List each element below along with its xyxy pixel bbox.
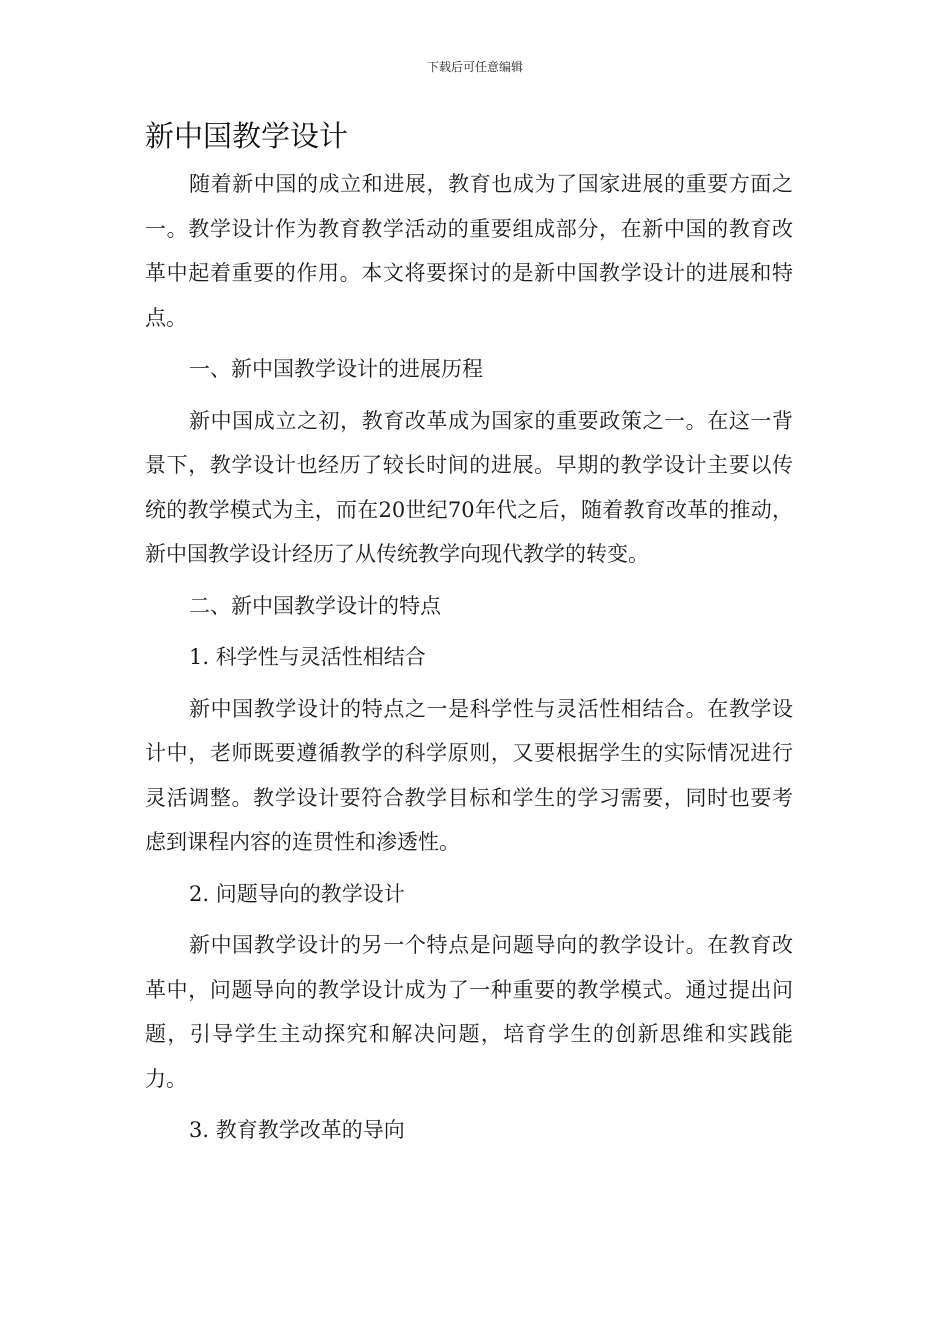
subheading-3: 3. 教育教学改革的导向 (189, 1118, 405, 1142)
section-heading-2: 二、新中国教学设计的特点 (189, 593, 441, 618)
section-heading-1: 一、新中国教学设计的进展历程 (189, 357, 483, 381)
subheading-2: 2. 问题导向的教学设计 (189, 881, 405, 906)
header-note: 下载后可任意编辑 (426, 60, 523, 74)
document-body (145, 162, 793, 1160)
paragraph-intro: 随着新中国的成立和进展，教育也成为了国家进展的重要方面之一。教学设计作为教育教学活动的重要组成部分，在新中国的教育改革中起着重要的作用。本文将要探讨的是新中国教学设计的进展和特点。 (145, 172, 793, 330)
document-title: 新中国教学设计 (145, 119, 349, 153)
paragraph-history: 新中国成立之初，教育改革成为国家的重要政策之一。在这一背景下，教学设计也经历了较长时间的进展。早期的教学设计主要以传统的教学模式为主，而在20世纪70年代之后，随着教育改革的推动，新中国教学设计经历了从传统教学向现代教学的转变。 (145, 408, 793, 566)
subheading-1: 1. 科学性与灵活性相结合 (189, 645, 426, 669)
paragraph-feature-1: 新中国教学设计的特点之一是科学性与灵活性相结合。在教学设计中，老师既要遵循教学的科学原则，又要根据学生的实际情况进行灵活调整。教学设计要符合教学目标和学生的学习需要，同时也要考虑到课程内容的连贯性和渗透性。 (145, 696, 793, 854)
paragraph-feature-2: 新中国教学设计的另一个特点是问题导向的教学设计。在教育改革中，问题导向的教学设计成为了一种重要的教学模式。通过提出问题，引导学生主动探究和解决问题，培育学生的创新思维和实践能力。 (145, 933, 793, 1091)
